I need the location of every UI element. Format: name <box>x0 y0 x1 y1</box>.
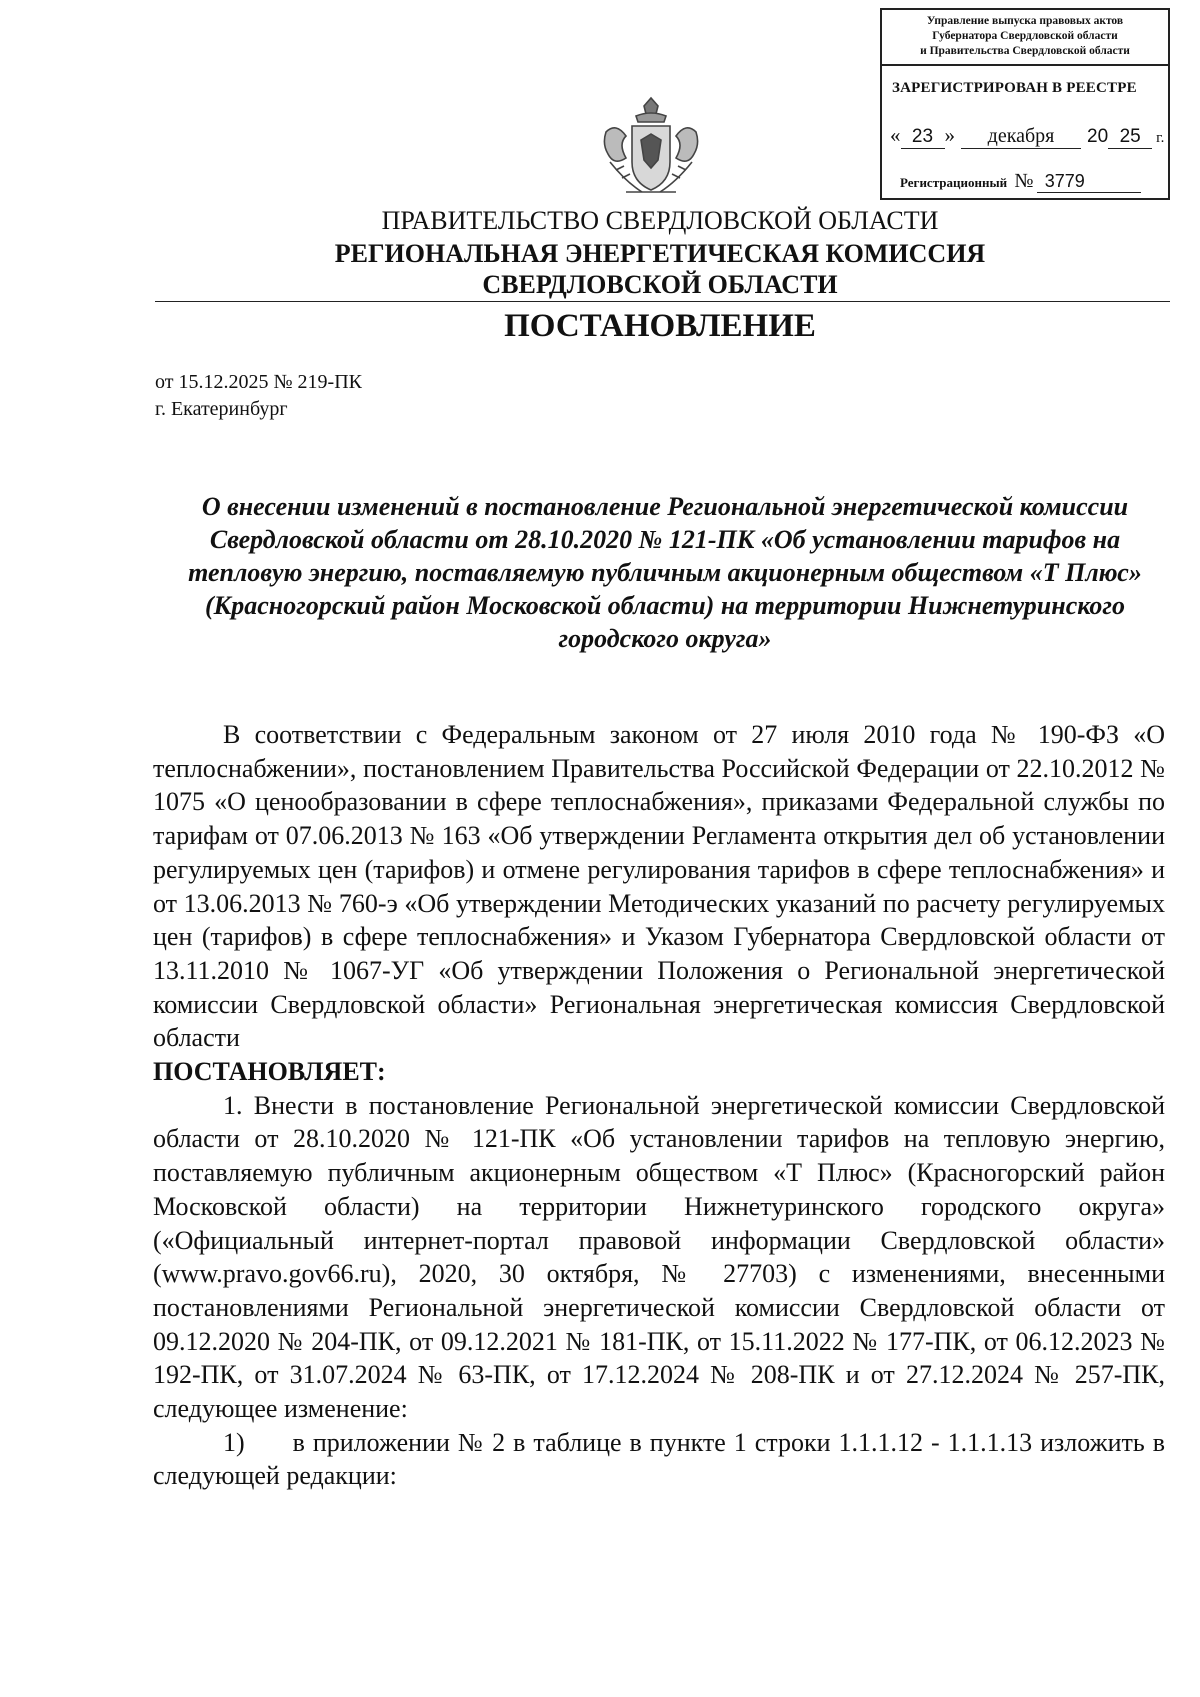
item-1-paragraph: 1. Внести в постановление Региональной энергетической комиссии Свердловской области от 28.10.2020 № 121-ПК «Об установлении тарифов на тепловую энергию, поставляемую публичным акционерным обществом «Т Плюс» (Красногорский район Московской области) на территории Нижнетуринского городского округа» («Официальный интернет-портал правовой информации Свердловской области» (www.pravo.gov66.ru), 2020, 30 октября, № 27703) с изменениями, внесенными постановлениями Региональной энергетической комиссии Свердловской области от 09.12.2020 № 204-ПК, от 09.12.2021 № 181-ПК, от 15.11.2022 № 177-ПК, от 06.12.2023 № 192-ПК, от 31.07.2024 № 63-ПК, от 17.12.2024 № 208-ПК и от 27.12.2024 № 257-ПК, следующее изменение: <box>153 1090 1165 1424</box>
document-date-number: от 15.12.2025 № 219-ПК <box>155 371 363 393</box>
sub-item-1-paragraph: 1) в приложении № 2 в таблице в пункте 1 строки 1.1.1.12 - 1.1.1.13 изложить в следующей редакции: <box>153 1427 1172 1491</box>
stamp-year-suffix: 25 <box>1108 126 1152 149</box>
stamp-number-sign: № <box>1014 170 1034 192</box>
stamp-day: 23 <box>901 126 945 149</box>
stamp-header <box>882 10 1168 66</box>
stamp-header-line-3: и Правительства Свердловской области <box>920 45 1130 57</box>
commission-name-line-2: СВЕРДЛОВСКОЙ ОБЛАСТИ <box>482 270 838 299</box>
stamp-registered-label: ЗАРЕГИСТРИРОВАН В РЕЕСТРЕ <box>892 80 1137 96</box>
stamp-header-line-1: Управление выпуска правовых актов <box>926 15 1124 27</box>
stamp-date <box>890 123 1166 149</box>
header-divider <box>155 301 1170 302</box>
document-title: О внесении изменений в постановление Региональной энергетической комиссии Свердловской области от 28.10.2020 № 121-ПК «Об установлении тарифов на тепловую энергию, поставляемую публичным акционерным обществом «Т Плюс» (Красногорский район Московской области) на территории Нижнетуринского городского округа» <box>188 492 1142 653</box>
coat-of-arms-icon <box>596 92 706 202</box>
stamp-date-open-quote: « <box>890 123 901 147</box>
stamp-number-row <box>900 170 1141 193</box>
document-type: ПОСТАНОВЛЕНИЕ <box>504 308 816 344</box>
preamble-paragraph: В соответствии с Федеральным законом от 27 июля 2010 года № 190-ФЗ «О теплоснабжении», постановлением Правительства Российской Федерации от 22.10.2012 № 1075 «О ценообразовании в сфере теплоснабжения», приказами Федеральной службы по тарифам от 07.06.2013 № 163 «Об утверждении Регламента открытия дел об установлении регулируемых цен (тарифов) и отмене регулирования тарифов в сфере теплоснабжения» и от 13.06.2013 № 760-э «Об утверждении Методических указаний по расчету регулируемых цен (тарифов) в сфере теплоснабжения» и Указом Губернатора Свердловской области от 13.11.2010 № 1067-УГ «Об утверждении Положения о Региональной энергетической комиссии Свердловской области» Региональная энергетическая комиссия Свердловской области <box>153 720 1165 1053</box>
stamp-month: декабря <box>961 125 1081 149</box>
decree-heading: ПОСТАНОВЛЯЕТ: <box>153 1057 386 1087</box>
stamp-number: 3779 <box>1037 171 1141 193</box>
stamp-year-prefix: 20 <box>1087 126 1109 147</box>
document-city: г. Екатеринбург <box>155 398 288 420</box>
stamp-header-line-2: Губернатора Свердловской области <box>932 30 1118 42</box>
stamp-year-unit: г. <box>1156 130 1165 146</box>
stamp-number-label: Регистрационный <box>900 175 1008 190</box>
commission-name-line-1: РЕГИОНАЛЬНАЯ ЭНЕРГЕТИЧЕСКАЯ КОМИССИЯ <box>334 239 986 268</box>
stamp-date-close-quote: » <box>944 123 955 147</box>
government-name: ПРАВИТЕЛЬСТВО СВЕРДЛОВСКОЙ ОБЛАСТИ <box>381 206 939 235</box>
registration-stamp <box>880 8 1170 200</box>
document-body <box>153 718 1172 1493</box>
